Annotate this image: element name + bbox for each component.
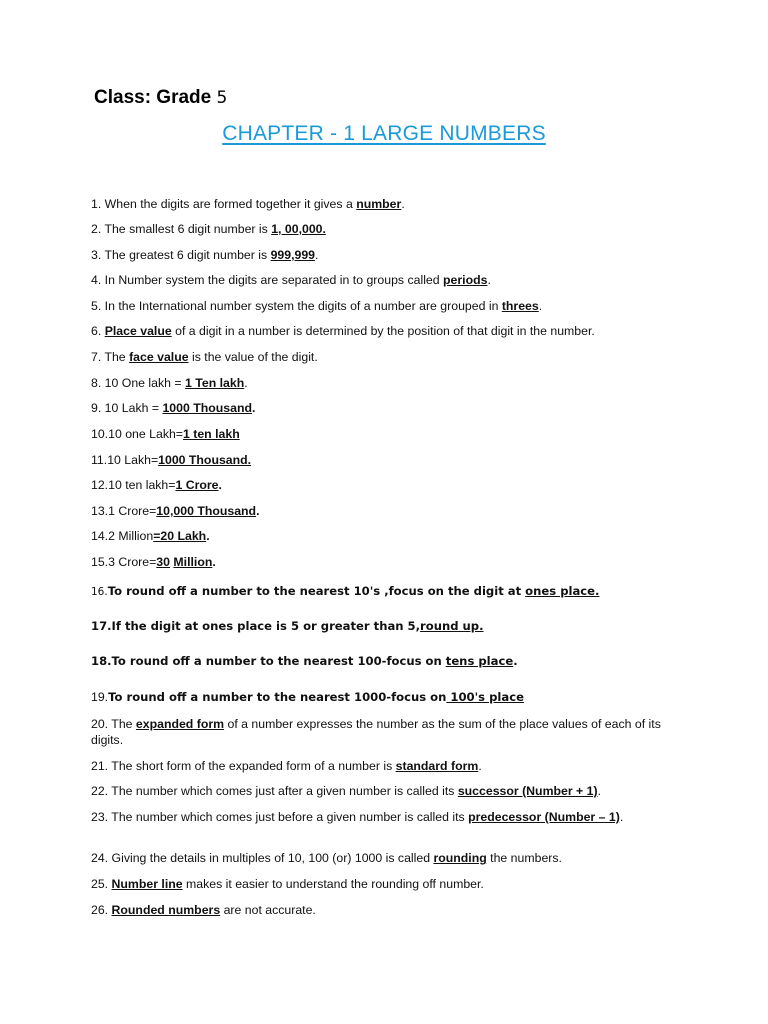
item-text: 2. xyxy=(91,222,102,236)
list-item xyxy=(91,758,671,774)
item-text: The number which comes just after a given number is called its xyxy=(108,784,458,798)
item-text: 6. xyxy=(91,324,102,338)
list-item xyxy=(91,528,671,544)
item-text: 3. xyxy=(91,248,102,262)
item-text: are not accurate. xyxy=(220,903,316,917)
item-text: 9. xyxy=(91,401,102,415)
key-term: periods xyxy=(443,273,488,287)
key-term: Rounded numbers xyxy=(111,903,221,917)
key-term: round up. xyxy=(420,619,484,633)
item-text: makes it easier to understand the rounding off number. xyxy=(182,877,484,891)
item-text: . xyxy=(513,654,518,668)
item-text: . xyxy=(478,759,482,773)
item-text: Giving the details in multiples of 10, 100 (or) 1000 is called xyxy=(108,851,434,865)
item-text: 7. xyxy=(91,350,102,364)
item-text: The number which comes just before a given number is called its xyxy=(108,810,469,824)
list-item xyxy=(91,583,671,600)
list-item xyxy=(91,618,671,634)
key-term: face value xyxy=(129,350,189,364)
item-text: When the digits are formed together it gives a xyxy=(101,197,357,211)
key-term: successor (Number + 1) xyxy=(457,784,598,798)
key-term: 1000 Thousand. xyxy=(158,453,252,467)
item-text: 16. xyxy=(91,586,108,598)
list-item xyxy=(91,221,671,237)
list-item xyxy=(91,349,671,365)
item-text: 3 Crore= xyxy=(108,555,157,569)
item-text: 1. xyxy=(91,197,102,211)
item-text: 14. xyxy=(91,529,109,543)
item-text: 8. xyxy=(91,376,102,390)
item-text: 10 One lakh = xyxy=(101,376,186,390)
list-item xyxy=(91,653,671,669)
list-item xyxy=(91,902,671,918)
item-text: 10 Lakh = xyxy=(101,401,163,415)
item-text: . xyxy=(597,784,602,798)
item-text: 20. xyxy=(91,717,109,731)
item-text: . xyxy=(244,376,248,390)
item-text: In the International number system the digits of a number are grouped in xyxy=(101,299,502,313)
item-text: If the digit at ones place is 5 or greater than 5, xyxy=(111,619,421,633)
item-text: The short form of the expanded form of a number is xyxy=(108,759,396,773)
key-term: ones place. xyxy=(525,584,600,598)
class-grade: 5 xyxy=(216,88,228,108)
class-label: Class: Grade xyxy=(94,87,217,108)
chapter-title: CHAPTER - 1 LARGE NUMBERS xyxy=(222,122,546,145)
list-item xyxy=(91,850,671,866)
key-term: number xyxy=(356,197,402,211)
item-text: The smallest 6 digit number is xyxy=(101,222,272,236)
list-item xyxy=(91,783,671,799)
item-text: 1 Crore= xyxy=(108,504,157,518)
key-term: Million xyxy=(173,555,213,569)
item-text: The greatest 6 digit number is xyxy=(101,248,271,262)
key-term: tens place xyxy=(445,654,514,668)
item-text: is the value of the digit. xyxy=(188,350,318,364)
item-text: The xyxy=(101,350,130,364)
list-item xyxy=(91,876,671,892)
list-item xyxy=(91,272,671,288)
key-term: standard form xyxy=(395,759,479,773)
item-text: of a number expresses the number as the sum of the place values of each of its digits. xyxy=(91,717,661,747)
list-item xyxy=(91,452,671,468)
key-term: 1 Crore xyxy=(175,478,219,492)
key-term: 1, 00,000. xyxy=(271,222,326,236)
item-text: 25. xyxy=(91,877,109,891)
item-text: 13. xyxy=(91,504,109,518)
key-term: 10,000 Thousand xyxy=(156,504,257,518)
key-term: Place value xyxy=(104,324,172,338)
list-item xyxy=(91,375,671,391)
key-term: 1 Ten lakh xyxy=(185,376,245,390)
list-item xyxy=(91,809,669,825)
list-item xyxy=(91,196,671,212)
item-text: 21. xyxy=(91,759,109,773)
item-text: 10 ten lakh= xyxy=(108,478,176,492)
item-text: In Number system the digits are separated in to groups called xyxy=(101,273,444,287)
item-text: 26. xyxy=(91,903,109,917)
item-text: . xyxy=(212,555,216,569)
item-text: 17. xyxy=(91,619,112,633)
item-text: 15. xyxy=(91,555,109,569)
item-text: 10 Lakh= xyxy=(107,453,159,467)
list-item xyxy=(91,716,666,748)
list-item xyxy=(91,400,671,416)
list-item xyxy=(91,426,671,442)
item-text: 19. xyxy=(91,690,109,704)
item-text: To round off a number to the nearest 100-focus on xyxy=(111,654,446,668)
key-term: expanded form xyxy=(135,717,225,731)
item-text: 10. xyxy=(91,427,109,441)
item-text: 12. xyxy=(91,478,109,492)
item-text: 5. xyxy=(91,299,102,313)
key-term: 1000 Thousand xyxy=(162,401,252,415)
item-text: the numbers. xyxy=(486,851,562,865)
item-text: 18. xyxy=(91,654,112,668)
key-term: 100's place xyxy=(446,690,524,704)
key-term: Number line xyxy=(111,877,183,891)
class-heading xyxy=(94,87,227,109)
key-term: 1 ten lakh xyxy=(182,427,240,441)
item-text: To round off a number to the nearest 1000-focus on xyxy=(108,690,447,704)
item-text: 2 Million xyxy=(108,529,154,543)
item-text: 22. xyxy=(91,784,109,798)
list-item xyxy=(91,298,671,314)
list-item xyxy=(91,503,671,519)
item-text: . xyxy=(256,504,260,518)
key-term: =20 Lakh xyxy=(153,529,207,543)
list-item xyxy=(91,554,671,570)
item-text: To round off a number to the nearest 10's ,focus on the digit at xyxy=(107,584,526,598)
item-text: The xyxy=(108,717,136,731)
key-term: threes xyxy=(501,299,539,313)
key-term: 30 xyxy=(156,555,170,569)
list-item xyxy=(91,323,671,339)
list-item xyxy=(91,689,671,705)
item-text: . xyxy=(401,197,405,211)
item-text: . xyxy=(252,401,256,415)
item-text: . xyxy=(218,478,222,492)
item-text: 11. xyxy=(91,453,108,467)
item-text: . xyxy=(315,248,319,262)
list-item xyxy=(91,247,671,263)
key-term: 999,999 xyxy=(270,248,316,262)
item-text: . xyxy=(538,299,543,313)
key-term: rounding xyxy=(433,851,487,865)
item-text: 10 one Lakh= xyxy=(108,427,183,441)
item-text: 4. xyxy=(91,273,102,287)
key-term: predecessor (Number – 1) xyxy=(468,810,620,824)
item-text: . xyxy=(619,810,624,824)
list-item xyxy=(91,477,671,493)
item-text: of a digit in a number is determined by the position of that digit in the number. xyxy=(171,324,595,338)
item-text: . xyxy=(487,273,491,287)
item-text: . xyxy=(206,529,210,543)
item-text: 24. xyxy=(91,851,109,865)
item-text: 23. xyxy=(91,810,109,824)
